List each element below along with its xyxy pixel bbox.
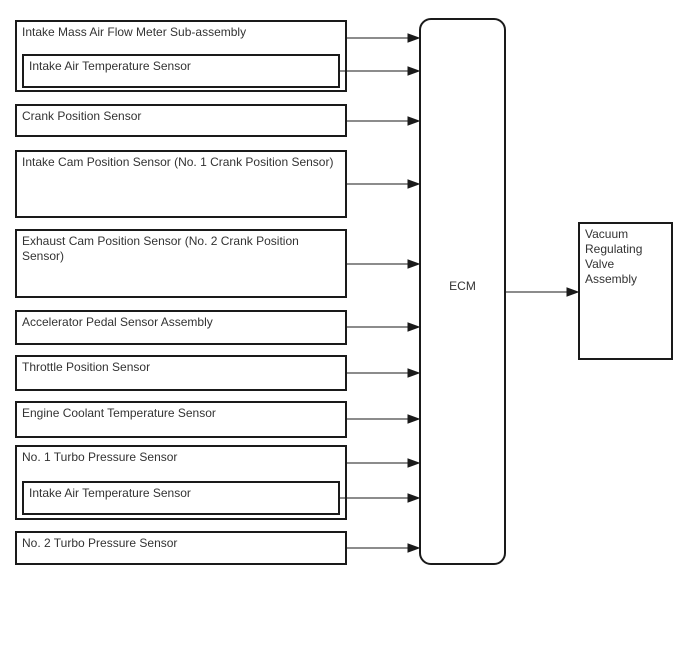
arrowhead-iat2-to-ecm [408,494,419,502]
arrowhead-coolant-to-ecm [408,415,419,423]
block-accelerator-pedal-sensor-assembly [15,310,347,345]
block-no1-turbo-pressure-sensor [15,445,347,520]
block-intake-air-temperature-sensor-1 [22,54,340,88]
block-label: Throttle Position Sensor [22,360,151,374]
block-engine-coolant-temperature-sensor [15,401,347,438]
block-crank-position-sensor [15,104,347,137]
arrowhead-accel-pedal-to-ecm [408,323,419,331]
block-label: No. 1 Turbo Pressure Sensor [22,450,178,464]
arrowhead-ecm-to-vacuum-valve [567,288,578,296]
arrowhead-maf-to-ecm [408,34,419,42]
arrowhead-exhaust-cam-to-ecm [408,260,419,268]
block-label: Intake Air Temperature Sensor [29,59,191,73]
arrowhead-turbo2-to-ecm [408,544,419,552]
block-vacuum-regulating-valve-assembly [578,222,673,360]
block-label: No. 2 Turbo Pressure Sensor [22,536,178,550]
arrowhead-turbo1-to-ecm [408,459,419,467]
block-throttle-position-sensor [15,355,347,391]
block-label: Accelerator Pedal Sensor Assembly [22,315,213,329]
arrowhead-intake-cam-to-ecm [408,180,419,188]
block-ecm [419,18,506,565]
block-label: Intake Air Temperature Sensor [29,486,191,500]
arrowhead-crank-to-ecm [408,117,419,125]
block-label: Crank Position Sensor [22,109,142,123]
arrowhead-iat1-to-ecm [408,67,419,75]
ecm-label: ECM [449,279,476,293]
block-label: Exhaust Cam Position Sensor (No. 2 Crank Position Sensor) [22,234,299,263]
block-label: Intake Cam Position Sensor (No. 1 Crank Position Sensor) [22,155,334,169]
block-intake-air-temperature-sensor-2 [22,481,340,515]
block-label: Vacuum Regulating Valve Assembly [585,227,643,286]
block-label: Intake Mass Air Flow Meter Sub-assembly [22,25,247,39]
block-no2-turbo-pressure-sensor [15,531,347,565]
block-exhaust-cam-position-sensor [15,229,347,298]
block-label: Engine Coolant Temperature Sensor [22,406,216,420]
block-intake-cam-position-sensor [15,150,347,218]
block-intake-mass-air-flow-meter [15,20,347,92]
arrowhead-throttle-to-ecm [408,369,419,377]
